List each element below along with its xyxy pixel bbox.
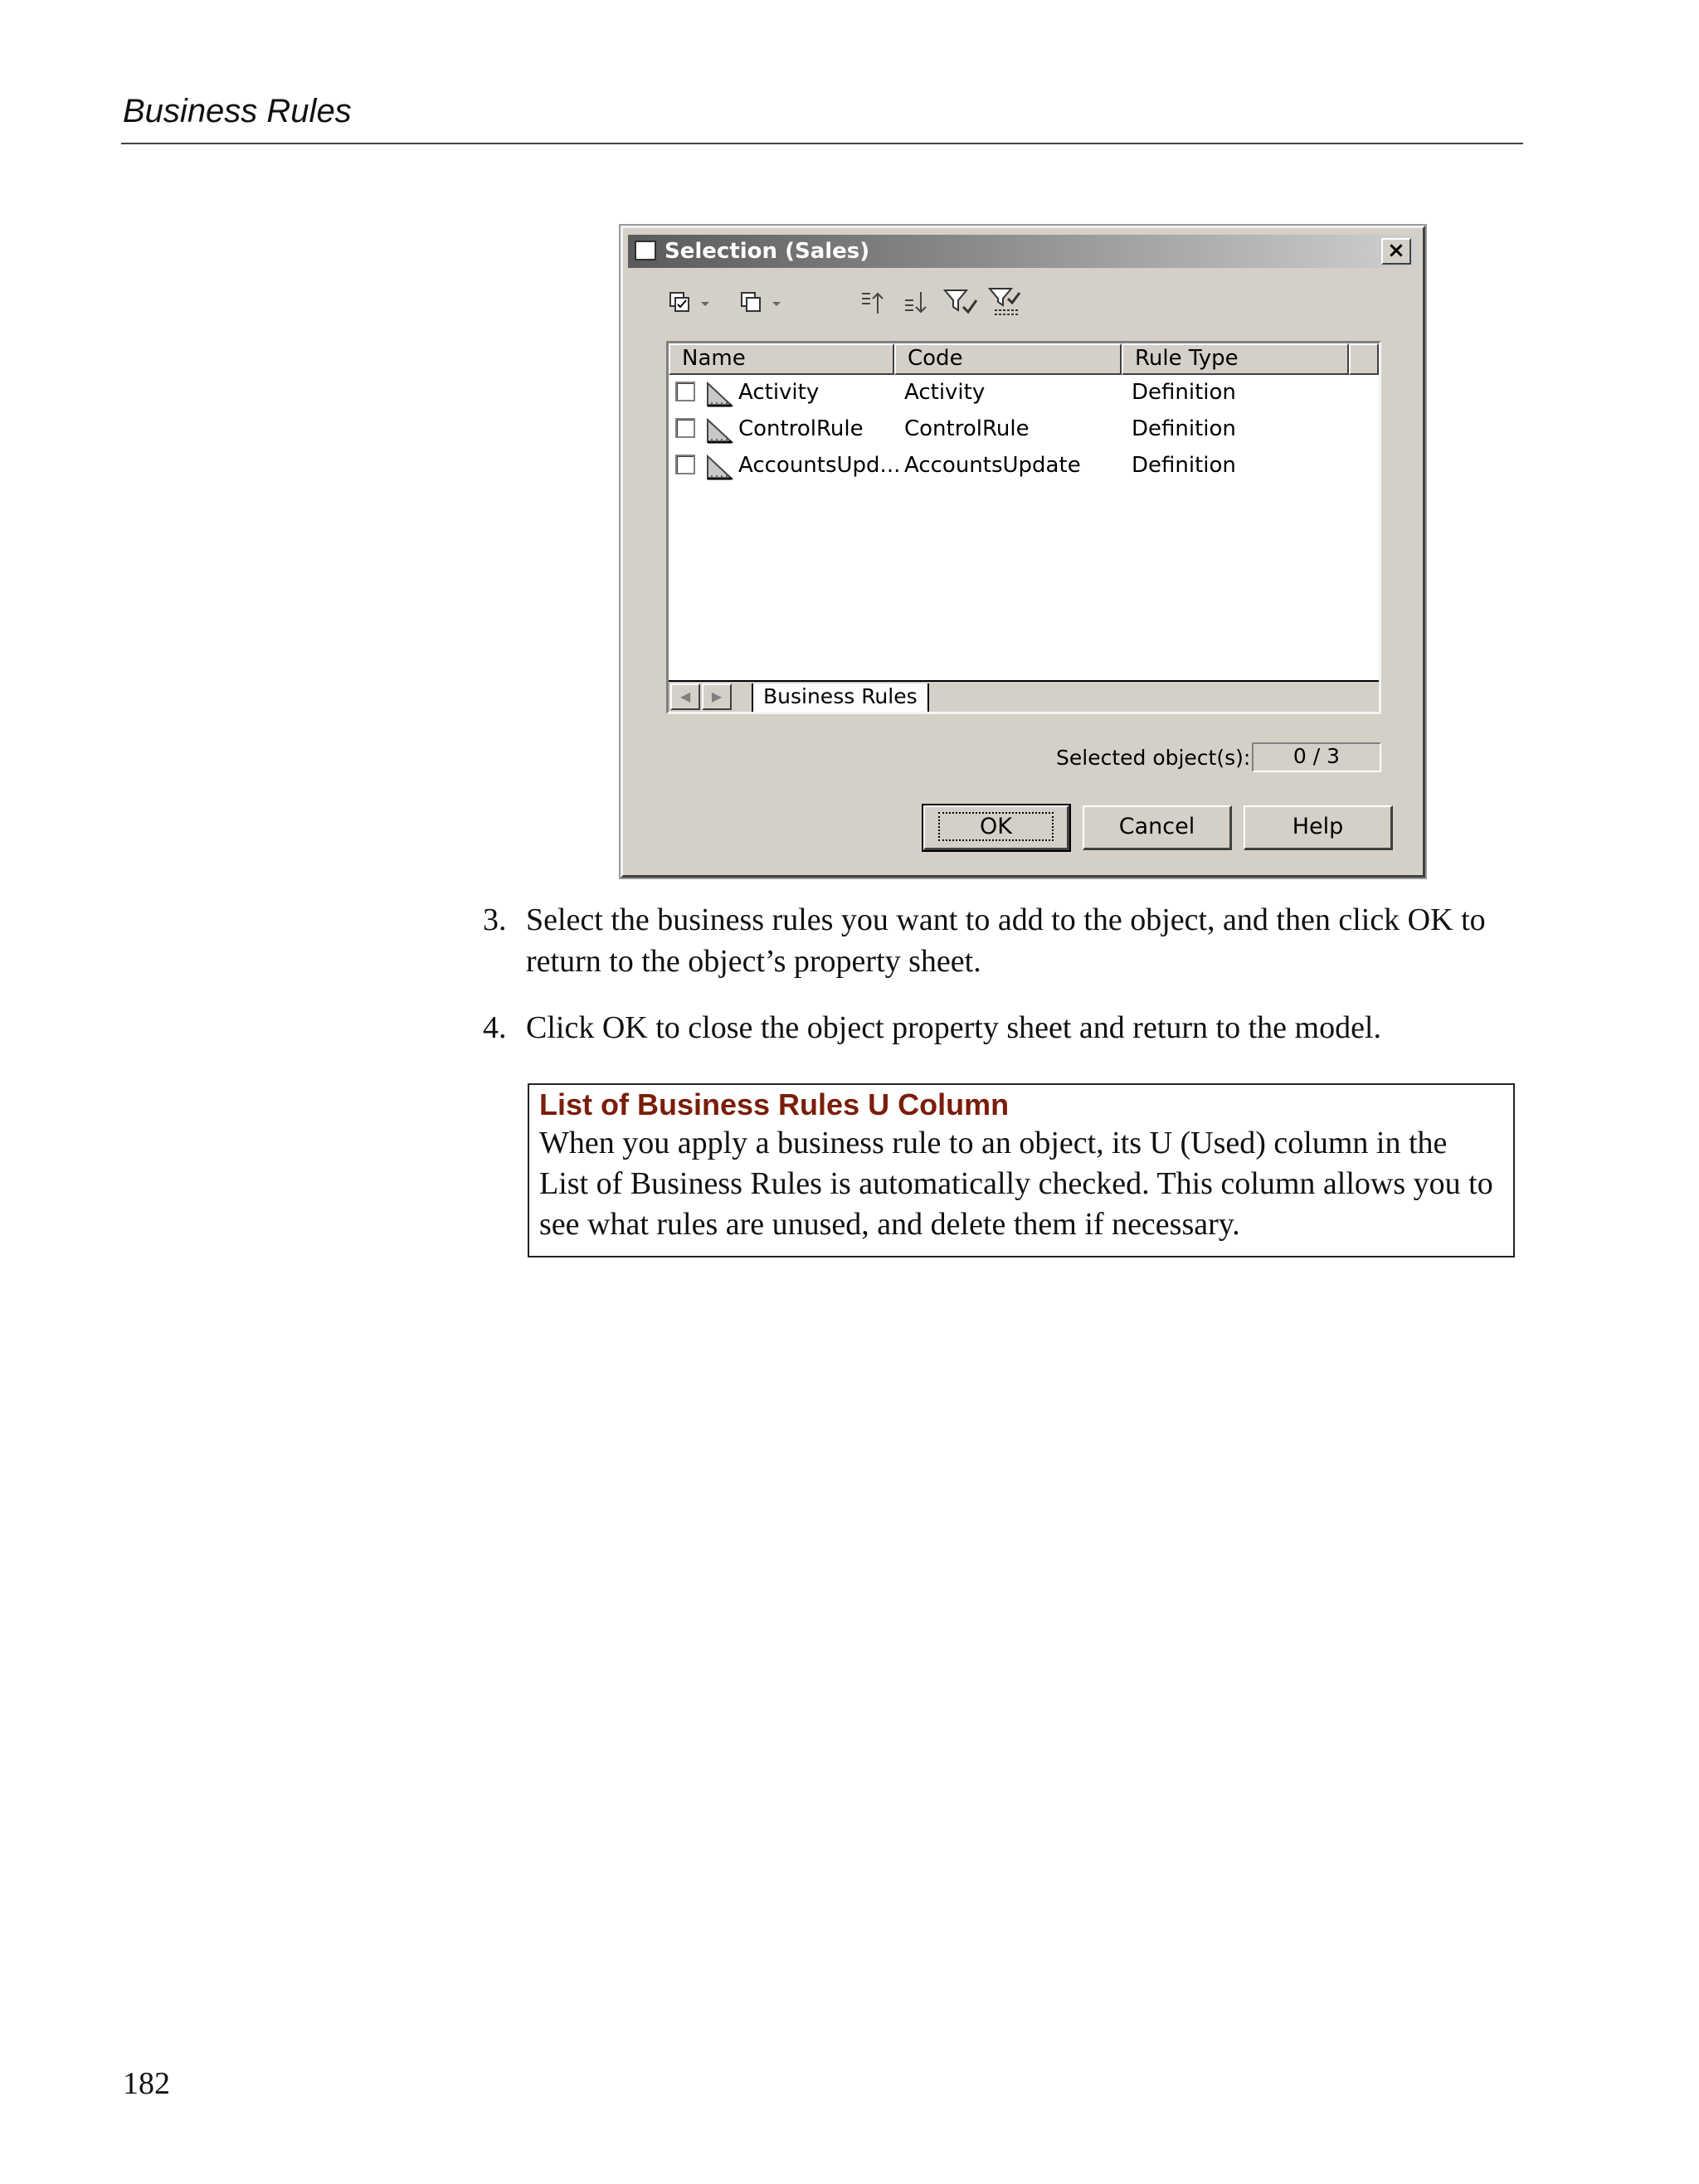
note-box	[528, 1083, 1515, 1257]
select-all-button[interactable]	[668, 286, 714, 319]
list-item[interactable]	[669, 377, 1379, 413]
move-to-top-button[interactable]	[855, 286, 888, 319]
rule-code: AccountsUpdate	[904, 453, 1081, 478]
row-checkbox[interactable]	[675, 382, 695, 401]
help-button[interactable]: Help	[1244, 805, 1393, 850]
dialog-title: Selection (Sales)	[665, 239, 870, 264]
business-rule-icon	[705, 416, 735, 445]
list-item[interactable]	[669, 450, 1379, 486]
note-title: List of Business Rules U Column	[539, 1087, 1010, 1121]
clear-filter-button[interactable]	[986, 286, 1025, 319]
selected-objects-label: Selected object(s):	[1056, 746, 1251, 770]
step-text: Select the business rules you want to add to the object, and then click OK to return to the object’s property sheet.	[526, 902, 1486, 979]
note-body: When you apply a business rule to an object, its U (Used) column in the List of Business Rules is automatically checked. This column allows you to see what rules are unused, and delete them if necessary.	[539, 1126, 1493, 1242]
tab-scroll-right-button[interactable]	[702, 683, 732, 710]
running-head: Business Rules	[123, 93, 352, 129]
filter-button[interactable]	[942, 286, 980, 319]
rule-type: Definition	[1132, 416, 1236, 441]
step-number: 4.	[483, 1010, 507, 1045]
close-button[interactable]	[1381, 238, 1411, 265]
step-3	[483, 899, 1528, 982]
rule-type: Definition	[1132, 380, 1236, 405]
ok-button[interactable]	[923, 805, 1069, 850]
step-number: 3.	[483, 902, 507, 937]
tab-strip	[669, 680, 1379, 712]
rule-name: AccountsUpd...	[738, 453, 901, 478]
arrow-right-icon: ▶	[711, 688, 723, 704]
window-icon	[635, 241, 656, 260]
rule-code: Activity	[904, 380, 986, 405]
row-checkbox[interactable]	[675, 418, 695, 438]
deselect-all-button[interactable]	[739, 286, 786, 319]
selected-objects-count: 0 / 3	[1252, 742, 1381, 772]
deselect-all-icon	[739, 289, 786, 317]
arrow-left-icon: ◀	[679, 688, 691, 704]
column-header-filler	[1349, 343, 1379, 375]
filter-list-icon	[986, 287, 1025, 319]
rule-type: Definition	[1132, 453, 1236, 478]
dialog-titlebar[interactable]	[628, 235, 1416, 268]
rules-list[interactable]	[666, 341, 1381, 714]
row-checkbox[interactable]	[675, 455, 695, 474]
ok-button-label: OK	[938, 812, 1054, 841]
select-all-icon	[668, 289, 714, 317]
header-rule	[121, 143, 1523, 144]
rule-name: ControlRule	[738, 416, 864, 441]
toolbar	[668, 286, 1249, 323]
rule-name: Activity	[738, 380, 820, 405]
list-item[interactable]	[669, 413, 1379, 450]
filter-icon	[942, 287, 980, 319]
page-number: 182	[123, 2066, 170, 2101]
step-4	[483, 1007, 1528, 1048]
step-text: Click OK to close the object property sheet and return to the model.	[526, 1010, 1381, 1045]
selection-dialog	[621, 226, 1425, 878]
column-header-name[interactable]: Name	[669, 343, 894, 375]
tab-business-rules[interactable]: Business Rules	[752, 683, 929, 712]
close-icon: ×	[1387, 238, 1405, 263]
column-header-code[interactable]: Code	[894, 343, 1122, 375]
business-rule-icon	[705, 453, 735, 481]
sort-down-icon	[898, 289, 932, 317]
column-header-rule-type[interactable]: Rule Type	[1122, 343, 1349, 375]
rule-code: ControlRule	[904, 416, 1030, 441]
business-rule-icon	[705, 380, 735, 408]
tab-scroll-left-button[interactable]	[670, 683, 700, 710]
sort-up-icon	[855, 289, 888, 317]
move-to-bottom-button[interactable]	[898, 286, 932, 319]
cancel-button[interactable]: Cancel	[1083, 805, 1232, 850]
